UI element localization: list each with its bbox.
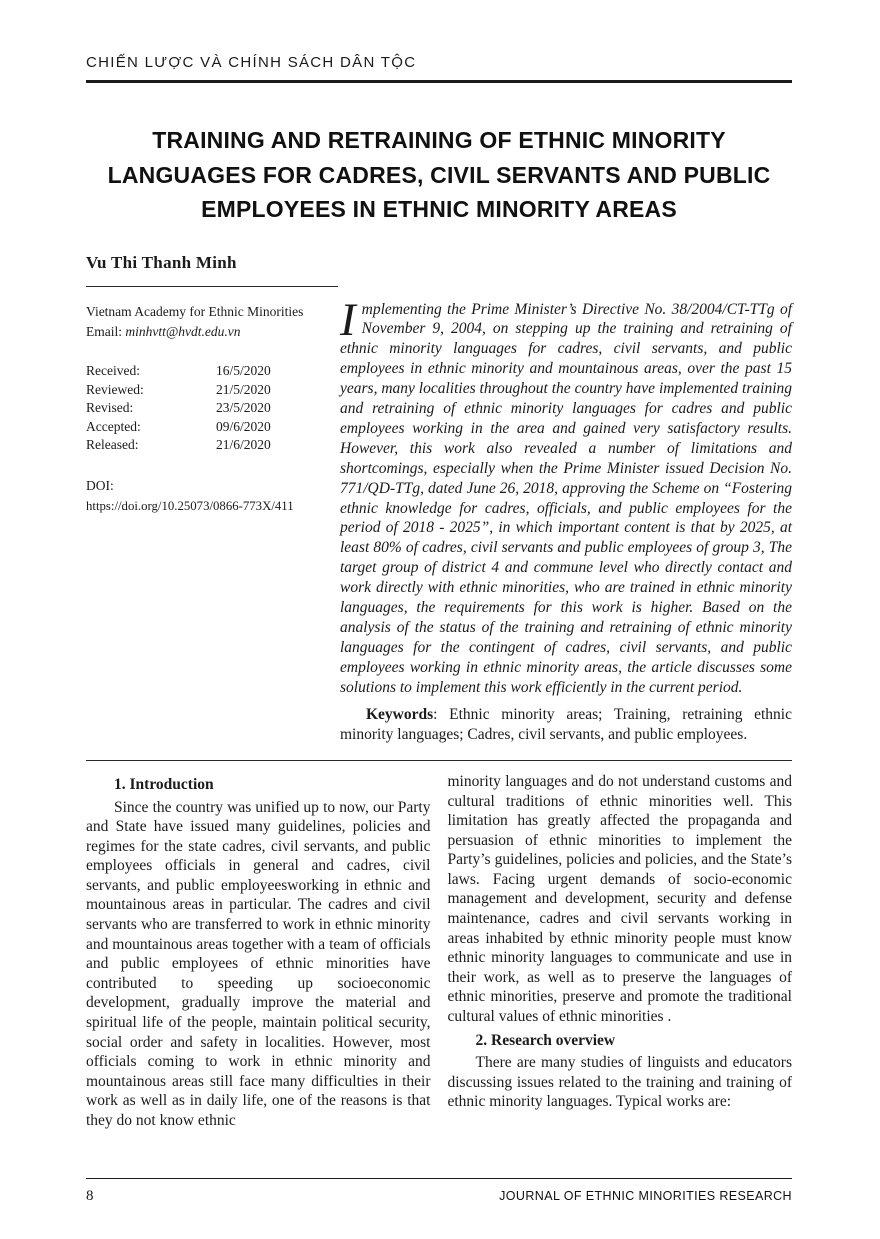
doi-label: DOI: xyxy=(86,477,114,493)
body-paragraph: There are many studies of linguists and educators discussing issues related to the training and training of ethnic minority languages. Typical works are: xyxy=(447,1054,792,1111)
section-heading-research-overview: 2. Research overview xyxy=(475,1031,616,1049)
footer-rule xyxy=(86,1178,792,1180)
doi-link[interactable]: https://doi.org/10.25073/0866-773X/411 xyxy=(86,498,294,513)
head-columns xyxy=(86,293,792,745)
date-value: 09/6/2020 xyxy=(216,418,271,434)
date-row-released xyxy=(86,436,338,454)
author-rule xyxy=(86,286,338,287)
article-dates xyxy=(86,362,338,454)
body-divider-rule xyxy=(86,760,792,761)
body-column-left xyxy=(86,772,431,1131)
keywords-paragraph xyxy=(340,705,792,745)
date-label: Reviewed: xyxy=(86,381,144,397)
page-number: 8 xyxy=(86,1188,94,1204)
keywords-text: : Ethnic minority areas; Training, retraining ethnic minority languages; Cadres, civil servants, and public employees. xyxy=(340,705,792,743)
date-label: Released: xyxy=(86,437,139,453)
section-strap: CHIẾN LƯỢC VÀ CHÍNH SÁCH DÂN TỘC xyxy=(86,54,417,71)
abstract-column xyxy=(338,293,792,745)
body-paragraph-continuation: minority languages and do not understand customs and cultural traditions of ethnic minorities well. This limitation has greatly affected the propaganda and persuasion of ethnic minorities to implement the Party’s guidelines, policies and policies, and the State’s laws. Facing urgent demands of socio-economic management and development, security and defense maintenance, cadres and civil servants working in areas inhabited by ethnic minority people must know ethnic minority languages to communicate and use in their work, as well as to preserve the languages of ethnic minorities, preserve and promote the traditional cultural values of ethnic minorities . xyxy=(447,772,792,1026)
body-column-right xyxy=(448,772,793,1131)
date-row-revised xyxy=(86,399,338,417)
footer-row xyxy=(86,1188,792,1205)
author-name: Vu Thi Thanh Minh xyxy=(86,252,237,272)
date-row-accepted xyxy=(86,418,338,436)
article-title: TRAINING AND RETRAINING OF ETHNIC MINORITY LANGUAGES FOR CADRES, CIVIL SERVANTS AND PUBLIC EMPLOYEES IN ETHNIC MINORITY AREAS xyxy=(107,127,771,222)
date-value: 23/5/2020 xyxy=(216,400,271,416)
abstract-text: mplementing the Prime Minister’s Directive No. 38/2004/CT-TTg of November 9, 2004, on stepping up the training and retraining of ethnic minority languages for cadres, civil servants, and public employees in ethnic minority and mountainous areas, over the past 15 years, many localities throughout the country have implemented training and retraining of ethnic minority languages for cadres and public employees working in the area and gained very satisfactory results. However, this work also revealed a number of limitations and shortcomings, especially when the Prime Minister issued Decision No. 771/QD-TTg, dated June 26, 2018, approving the Scheme on “Fostering ethnic knowledge for cadres, officials, and public employees for the period of 2018 - 2025”, in which important content is that by 2025, at least 80% of cadres, civil servants and public employees of group 3, The target group of district 4 and commune level who directly contact and work directly with ethnic minorities, who are trained in ethnic minority languages, the requirements for this work is higher. Based on the analysis of the status of the training and retraining of ethnic minority languages for the contingent of cadres, civil servants, and public employees working in ethnic minority areas, the article discusses some solutions to implement this work efficiently in the current period. xyxy=(340,300,792,696)
section-heading-introduction: 1. Introduction xyxy=(114,775,214,793)
date-value: 21/5/2020 xyxy=(216,381,271,397)
date-label: Revised: xyxy=(86,400,134,416)
keywords-label: Keywords xyxy=(366,705,434,723)
abstract-paragraph xyxy=(340,293,792,698)
doi-block xyxy=(86,477,338,516)
email-link[interactable]: minhvtt@hvdt.edu.vn xyxy=(125,324,241,340)
email-label: Email: xyxy=(86,324,122,340)
date-row-received xyxy=(86,362,338,380)
author-affiliation: Vietnam Academy for Ethnic Minorities xyxy=(86,303,304,319)
article-info-column xyxy=(86,300,338,745)
author-email-line xyxy=(86,323,338,342)
journal-name: JOURNAL OF ETHNIC MINORITIES RESEARCH xyxy=(499,1189,792,1203)
body-paragraph: Since the country was unified up to now, our Party and State have issued many guidelines, policies and regimes for the state cadres, civil servants, and public employees officials in general and cadres, civil servants, and public employeesworking in ethnic and mountainous areas in particular. The cadres and civil servants who are transferred to work in ethnic minority and mountainous areas together with a team of officials and public employees of ethnic minorities have contributed to speeding up socioeconomic development, gradually improve the material and spiritual life of the people, maintain political security, social order and safety in localities. However, most officials coming to work in ethnic minority and mountainous areas still face many difficulties in their work as well as in daily life, one of the reasons is that they do not know ethnic xyxy=(86,798,431,1129)
date-value: 16/5/2020 xyxy=(216,363,271,379)
date-value: 21/6/2020 xyxy=(216,437,271,453)
header-rule xyxy=(86,80,792,83)
page-footer xyxy=(86,1178,792,1206)
body-columns xyxy=(86,772,792,1131)
date-row-reviewed xyxy=(86,381,338,399)
abstract-dropcap: I xyxy=(340,293,356,346)
date-label: Received: xyxy=(86,363,140,379)
date-label: Accepted: xyxy=(86,418,141,434)
